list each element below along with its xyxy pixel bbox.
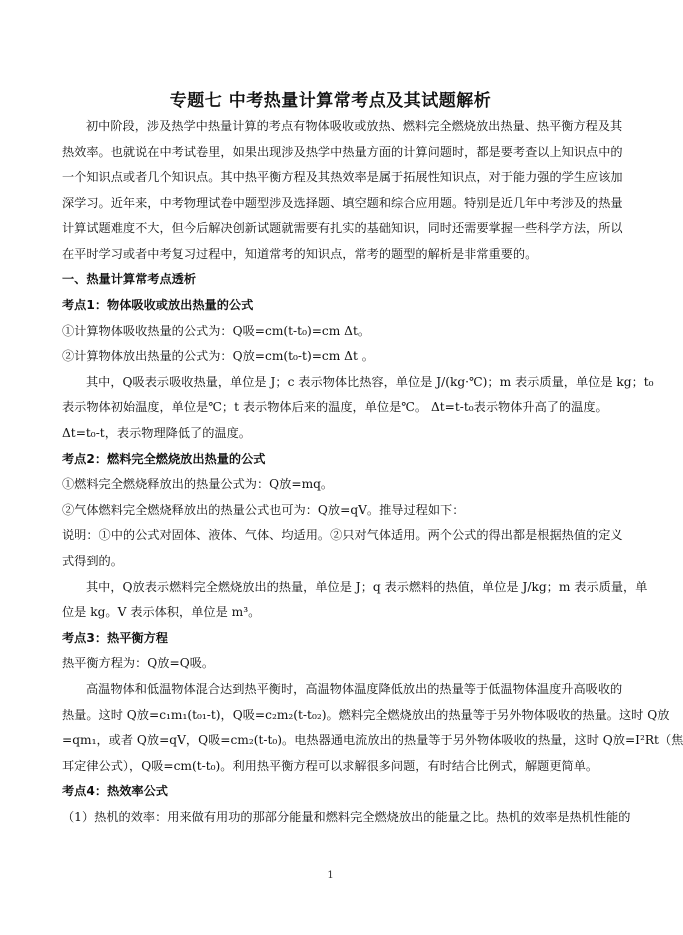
topic-2-heading: 考点2：燃料完全燃烧放出热量的公式 — [62, 452, 266, 466]
topic-2-explain-1: 其中，Q放表示燃料完全燃烧放出的热量，单位是 J；q 表示燃料的热值，单位是 J/kg；m 表示质量，单 — [86, 580, 648, 594]
topic-3-explain-4: 耳定律公式），Q吸=cm(t-t₀)。利用热平衡方程可以求解很多问题，有时结合比例式，解题更简单。 — [62, 759, 599, 773]
topic-1-heading: 考点1：物体吸收或放出热量的公式 — [62, 298, 254, 312]
topic-3-explain-3: =qm₁，或者 Q放=qV，Q吸=cm₂(t-t₀)。电热器通电流放出的热量等于另外物体吸收的热量，这时 Q放=I²Rt（焦 — [62, 733, 683, 747]
intro-line-1: 初中阶段，涉及热学中热量计算的考点有物体吸收或放热、燃料完全燃烧放出热量、热平衡方程及其 — [86, 119, 623, 133]
topic-1-formula-absorb: ①计算物体吸收热量的公式为：Q吸=cm(t-t₀)=cm Δt。 — [62, 324, 371, 338]
topic-2-formula-2: ②气体燃料完全燃烧释放出的热量公式也可为：Q放=qV。推导过程如下： — [62, 503, 465, 517]
intro-line-6: 在平时学习或者中考复习过程中，知道常考的知识点，常考的题型的解析是非常重要的。 — [62, 247, 538, 261]
topic-2-note-1: 说明：①中的公式对固体、液体、气体、均适用。②只对气体适用。两个公式的得出都是根据热值的定义 — [62, 528, 623, 542]
topic-1-explain-1: 其中，Q吸表示吸收热量，单位是 J；c 表示物体比热容，单位是 J/(kg·℃)；m 表示质量，单位是 kg；t₀ — [86, 375, 654, 389]
topic-4-explain-1: （1）热机的效率：用来做有用功的那部分能量和燃料完全燃烧放出的能量之比。热机的效率是热机性能的 — [62, 810, 631, 824]
topic-1-formula-release: ②计算物体放出热量的公式为：Q放=cm(t₀-t)=cm Δt 。 — [62, 349, 374, 363]
page-title: 专题七 中考热量计算常考点及其试题解析 — [169, 91, 492, 111]
page-number: 1 — [327, 870, 334, 881]
topic-3-explain-2: 热量。这时 Q放=c₁m₁(t₀₁-t)，Q吸=c₂m₂(t-t₀₂)。燃料完全燃烧放出的热量等于另外物体吸收的热量。这时 Q放 — [62, 708, 670, 722]
topic-3-formula: 热平衡方程为：Q放=Q吸。 — [62, 656, 215, 670]
section-heading: 一、热量计算常考点透析 — [62, 272, 197, 286]
topic-2-note-2: 式得到的。 — [62, 554, 123, 568]
topic-1-explain-2: 表示物体初始温度，单位是℃；t 表示物体后来的温度，单位是℃。 Δt=t-t₀表示物体升高了的温度。 — [62, 400, 608, 414]
topic-2-explain-2: 位是 kg。V 表示体积，单位是 m³。 — [62, 605, 261, 619]
topic-2-formula-1: ①燃料完全燃烧释放出的热量公式为：Q放=mq。 — [62, 477, 334, 491]
topic-1-explain-3: Δt=t₀-t，表示物理降低了的温度。 — [62, 426, 251, 440]
intro-line-2: 热效率。也就说在中考试卷里，如果出现涉及热学中热量方面的计算问题时，都是要考查以上知识点中的 — [62, 145, 623, 159]
intro-line-3: 一个知识点或者几个知识点。其中热平衡方程及其热效率是属于拓展性知识点，对于能力强的学生应该加 — [62, 170, 623, 184]
intro-line-4: 深学习。近年来，中考物理试卷中题型涉及选择题、填空题和综合应用题。特别是近几年中考涉及的热量 — [62, 196, 623, 210]
topic-4-heading: 考点4：热效率公式 — [62, 784, 168, 798]
topic-3-explain-1: 高温物体和低温物体混合达到热平衡时，高温物体温度降低放出的热量等于低温物体温度升高吸收的 — [86, 682, 623, 696]
topic-3-heading: 考点3：热平衡方程 — [62, 631, 168, 645]
intro-line-5: 计算试题难度不大，但今后解决创新试题就需要有扎实的基础知识，同时还需要掌握一些科学方法，所以 — [62, 221, 623, 235]
